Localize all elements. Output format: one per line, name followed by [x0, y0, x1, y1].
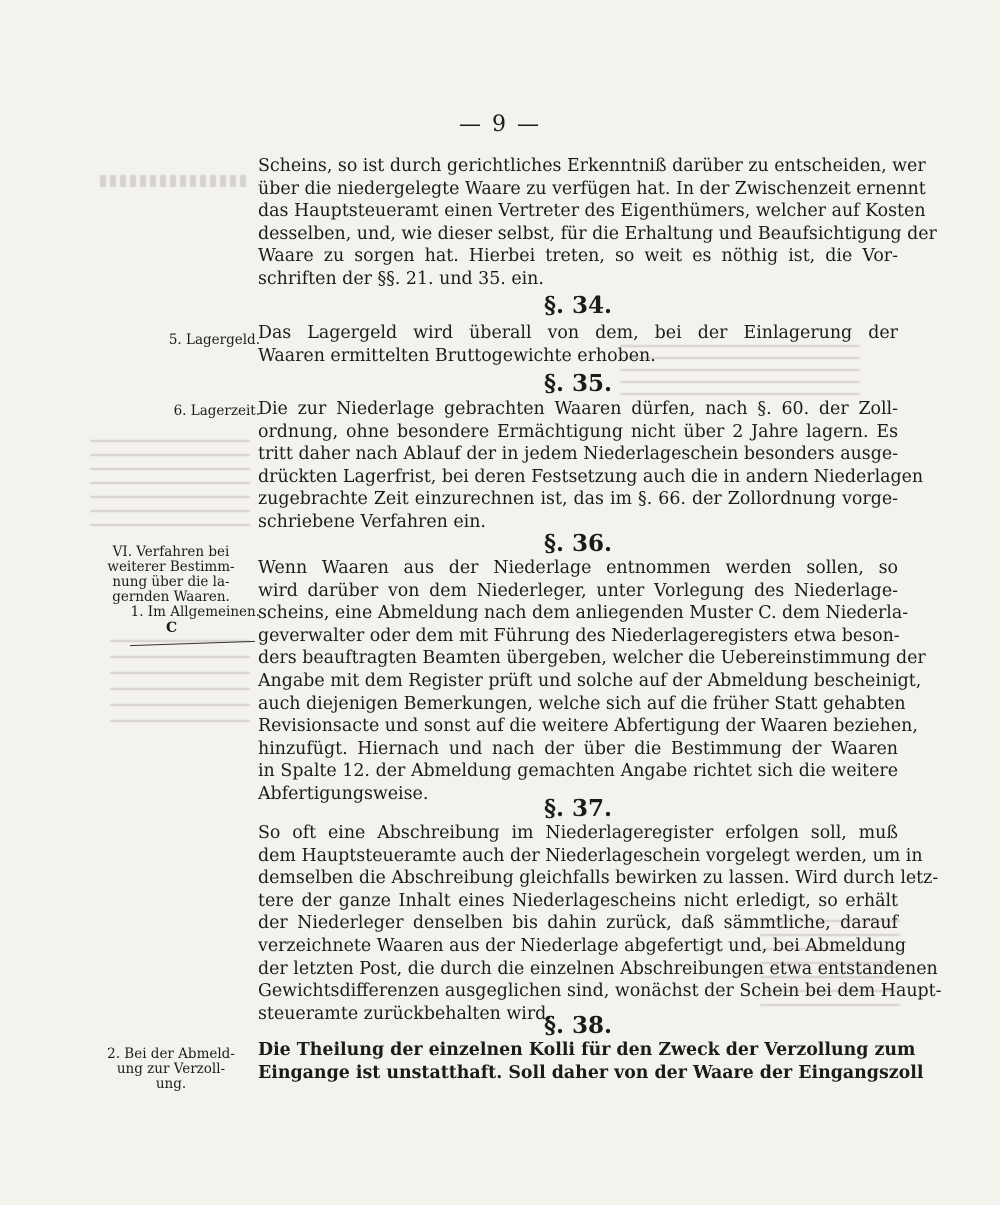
text-line: zugebrachte Zeit einzurechnen ist, das im §. 66. der Zollordnung vorge- [258, 489, 898, 510]
section-34-text [258, 322, 898, 367]
margin-note-line: nung über die la- [112, 574, 230, 590]
text-line: Revisionsacte und sonst auf die weitere Abfertigung der Waaren beziehen, [258, 716, 918, 737]
text-line: ordnung, ohne besondere Ermächtigung nicht über 2 Jahre lagern. Es [258, 421, 898, 442]
section-heading-35: §. 35. [543, 370, 613, 397]
text-line: Gewichtsdifferenzen ausgeglichen sind, wonächst der Schein bei dem Haupt- [258, 981, 942, 1002]
text-line: drückten Lagerfrist, bei deren Festsetzung auch die in andern Niederlagen [258, 466, 924, 487]
margin-mark-c: C [166, 620, 178, 636]
text-line: demselben die Abschreibung gleichfalls bewirken zu lassen. Wird durch letz- [258, 868, 939, 889]
text-line: Wenn Waaren aus der Niederlage entnommen werden sollen, so [258, 558, 898, 578]
margin-note-abmeldung [82, 1047, 260, 1092]
margin-note-section-vi [82, 545, 260, 605]
text-line: Abfertigungsweise. [258, 783, 429, 804]
text-line: Das Lagergeld wird überall von dem, bei der Einlagerung der [258, 323, 898, 343]
text-line: über die niedergelegte Waare zu verfügen hat. In der Zwischenzeit ernennt [258, 178, 926, 199]
text-line: hinzufügt. Hiernach und nach der über die Bestimmung der Waaren [258, 738, 898, 759]
bleed-through-texture [100, 175, 250, 187]
text-line: desselben, und, wie dieser selbst, für die Erhaltung und Beaufsichtigung der [258, 223, 937, 244]
text-line: scheins, eine Abmeldung nach dem anliegenden Muster C. dem Niederla- [258, 603, 909, 624]
text-line: Scheins, so ist durch gerichtliches Erkenntniß darüber zu entscheiden, wer [258, 156, 926, 176]
section-heading-36: §. 36. [543, 530, 613, 557]
text-line: steueramte zurückbehalten wird. [258, 1003, 552, 1024]
bleed-through-texture [110, 640, 250, 730]
text-line: Waare zu sorgen hat. Hierbei treten, so weit es nöthig ist, die Vor- [258, 246, 898, 267]
text-line: auch diejenigen Bemerkungen, welche sich auf die früher Statt gehabten [258, 693, 906, 714]
text-line: Waaren ermittelten Bruttogewichte erhoben. [258, 345, 656, 366]
margin-note-lagergeld: 5. Lagergeld. [168, 332, 260, 348]
margin-note-line: 2. Bei der Abmeld- [107, 1046, 235, 1062]
margin-note-line: gernden Waaren. [112, 589, 230, 605]
page-number: — 9 — [459, 112, 541, 137]
text-line: Die Theilung der einzelnen Kolli für den Zweck der Verzollung zum [258, 1040, 916, 1060]
margin-note-allgemeinen: 1. Im Allgemeinen. [130, 604, 260, 620]
text-line: der letzten Post, die durch die einzelnen Abschreibungen etwa entstandenen [258, 958, 938, 979]
margin-note-line: VI. Verfahren bei [112, 544, 230, 560]
text-line: Eingange ist unstatthaft. Soll daher von der Waare der Eingangszoll [258, 1062, 924, 1083]
section-36-text [258, 557, 926, 806]
text-line: in Spalte 12. der Abmeldung gemachten Angabe richtet sich die weitere [258, 761, 898, 782]
opening-paragraph [258, 155, 937, 291]
text-line: dem Hauptsteueramte auch der Niederlageschein vorgelegt werden, um in [258, 845, 923, 866]
section-heading-34: §. 34. [543, 292, 613, 319]
section-35-text [258, 398, 924, 534]
text-line: wird darüber von dem Niederleger, unter Vorlegung des Niederlage- [258, 580, 898, 601]
text-line: schriebene Verfahren ein. [258, 511, 486, 532]
text-line: der Niederleger denselben bis dahin zurück, daß sämmtliche, darauf [258, 913, 898, 934]
text-line: schriften der §§. 21. und 35. ein. [258, 268, 544, 289]
margin-note-line: ung zur Verzoll- [116, 1061, 226, 1077]
text-line: geverwalter oder dem mit Führung des Niederlageregisters etwa beson- [258, 625, 900, 646]
margin-note-line: weiterer Bestimm- [107, 559, 235, 575]
text-line: verzeichnete Waaren aus der Niederlage abgefertigt und, bei Abmeldung [258, 935, 907, 956]
text-line: ders beauftragten Beamten übergeben, welcher die Uebereinstimmung der [258, 648, 926, 669]
text-line: das Hauptsteueramt einen Vertreter des Eigenthümers, welcher auf Kosten [258, 201, 926, 222]
section-heading-37: §. 37. [543, 795, 613, 822]
bleed-through-texture [90, 440, 250, 530]
section-37-text [258, 822, 942, 1025]
text-line: So oft eine Abschreibung im Niederlageregister erfolgen soll, muß [258, 823, 898, 843]
section-38-text [258, 1039, 924, 1084]
margin-note-lagerzeit: 6. Lagerzeit. [173, 403, 260, 419]
section-heading-38: §. 38. [543, 1012, 613, 1039]
margin-note-line: ung. [155, 1076, 187, 1092]
text-line: Die zur Niederlage gebrachten Waaren dürfen, nach §. 60. der Zoll- [258, 399, 898, 419]
text-line: Angabe mit dem Register prüft und solche auf der Abmeldung bescheinigt, [258, 670, 922, 691]
text-line: tere der ganze Inhalt eines Niederlagescheins nicht erledigt, so erhält [258, 890, 898, 911]
text-line: tritt daher nach Ablauf der in jedem Niederlageschein besonders ausge- [258, 444, 898, 465]
